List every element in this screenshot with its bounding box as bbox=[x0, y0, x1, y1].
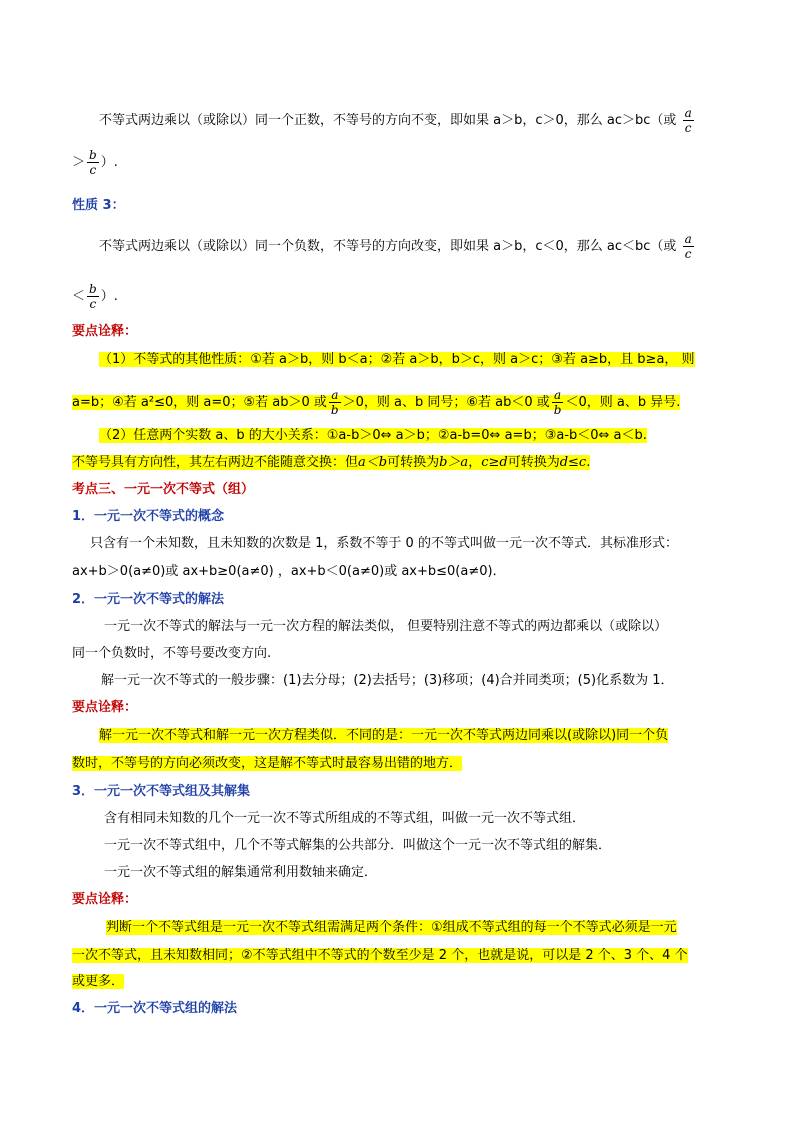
fraction-b-over-c: $\frac{b}{c}$ bbox=[89, 282, 97, 311]
heading-3: 3．一元一次不等式组及其解集 bbox=[72, 784, 251, 799]
s2-line1: 一元一次不等式的解法与一元一次方程的解法类似， 但要特别注意不等式的两边都乘以（或除以） bbox=[104, 619, 668, 634]
note3-line1: 解一元一次不等式和解一元一次方程类似．不同的是：一元一次不等式两边同乘以(或除以)同一个负 bbox=[99, 728, 669, 743]
note-label: 要点诠释： bbox=[72, 324, 138, 339]
fraction-a-over-c: $\frac{a}{c}$ bbox=[684, 106, 692, 135]
note2-line1: （2）任意两个实数 a、b 的大小关系：①a-b＞0⇔ a＞b；②a-b=0⇔ a=b；③a-b＜0⇔ a＜b. bbox=[99, 428, 647, 443]
s2-line2: 同一个负数时，不等号要改变方向. bbox=[72, 646, 272, 661]
heading-1: 1．一元一次不等式的概念 bbox=[72, 509, 225, 524]
note4-line1: 判断一个不等式组是一元一次不等式组需满足两个条件：①组成不等式组的每一个不等式必须是一元 bbox=[106, 920, 677, 935]
property2-text: 不等式两边乘以（或除以）同一个正数，不等号的方向不变，即如果 a＞b，c＞0，那么 ac＞bc（或 $\frac{a}{c}$ bbox=[99, 106, 692, 135]
property3-text: 不等式两边乘以（或除以）同一个负数，不等号的方向改变，即如果 a＞b，c＜0，那么 ac＜bc（或 $\frac{a}{c}$ bbox=[99, 232, 692, 261]
note-label: 要点诠释： bbox=[72, 892, 138, 907]
s3-line3: 一元一次不等式组的解集通常利用数轴来确定． bbox=[104, 865, 378, 880]
heading-2: 2．一元一次不等式的解法 bbox=[72, 592, 225, 607]
heading-4: 4．一元一次不等式组的解法 bbox=[72, 1001, 238, 1016]
note-label: 要点诠释： bbox=[72, 700, 138, 715]
s3-line2: 一元一次不等式组中，几个不等式解集的公共部分．叫做这个一元一次不等式组的解集． bbox=[104, 838, 612, 853]
s2-line3: 解一元一次不等式的一般步骤：(1)去分母；(2)去括号；(3)移项；(4)合并同类项；(5)化系数为 1． bbox=[101, 673, 674, 688]
s3-line1: 含有相同未知数的几个一元一次不等式所组成的不等式组，叫做一元一次不等式组． bbox=[104, 811, 586, 826]
s1-line2: ax+b＞0(a≠0)或 ax+b≥0(a≠0) ，ax+b＜0(a≠0)或 ax+b≤0(a≠0)． bbox=[72, 564, 506, 579]
property2-text-end: ＞ $\frac{b}{c}$ ）. bbox=[72, 148, 118, 177]
note4-line2: 一次不等式，且未知数相同；②不等式组中不等式的个数至少是 2 个，也就是说，可以是 2 个、3 个、4 个 bbox=[72, 948, 688, 963]
section-title: 考点三、一元一次不等式（组） bbox=[72, 482, 255, 497]
fraction-a-over-b: $\frac{a}{b}$ bbox=[330, 388, 339, 417]
s1-line1: 只含有一个未知数，且未知数的次数是 1，系数不等于 0 的不等式叫做一元一次不等式．其标准形式： bbox=[90, 536, 678, 551]
fraction-a-over-c: $\frac{a}{c}$ bbox=[684, 232, 692, 261]
property3-heading: 性质 3： bbox=[72, 198, 125, 213]
note3-line2: 数时，不等号的方向必须改变，这是解不等式时最容易出错的地方． bbox=[72, 756, 463, 771]
fraction-b-over-c: $\frac{b}{c}$ bbox=[89, 148, 97, 177]
note1-line2: a=b；④若 a²≤0，则 a=0；⑤若 ab＞0 或 $\frac{a}{b}$ ＞0，则 a、b 同号；⑥若 ab＜0 或 $\frac{a}{b}$ ＜0，则 a、b 异号. bbox=[72, 388, 681, 417]
property3-text-end: ＜ $\frac{b}{c}$ ）. bbox=[72, 282, 118, 311]
note1-line1: （1）不等式的其他性质：①若 a＞b，则 b＜a；②若 a＞b，b＞c，则 a＞c；③若 a≥b，且 b≥a， 则 bbox=[99, 352, 695, 367]
note4-line3: 或更多． bbox=[72, 974, 125, 989]
fraction-a-over-b: $\frac{a}{b}$ bbox=[553, 388, 562, 417]
note2-line2: 不等号具有方向性，其左右两边不能随意交换：但a＜b可转换为b＞a，c≥d可转换为d≤c. bbox=[72, 455, 591, 470]
